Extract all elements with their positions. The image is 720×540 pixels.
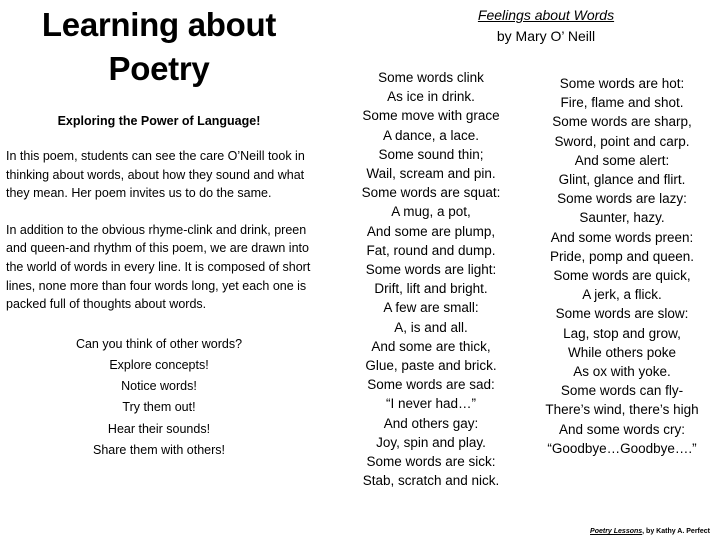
poem-line: Some words are quick, [553,268,691,284]
poem-line: Wail, scream and pin. [366,166,496,182]
poem-line: Pride, pomp and queen. [549,248,695,264]
book-author: , by Kathy A. Perfect [642,528,710,535]
poem-line: Some move with grace [362,108,500,124]
poem-line: Some words are light: [365,262,497,278]
poem-title: Feelings about Words [477,7,615,23]
subtitle: Exploring the Power of Language! [57,114,261,128]
poem-line: Some words can fly- [560,383,684,399]
left-column [6,0,312,461]
poem-line: “Goodbye…Goodbye….” [547,440,697,456]
poem-line: And others gay: [383,415,479,431]
prompt-item: Notice words! [121,379,197,394]
prompt-item: Share them with others! [92,442,225,457]
poem-line: Some words are lazy: [557,191,687,207]
poem-column-1 [346,68,516,490]
poem-line: Some words are hot: [559,76,685,91]
rhyme-paragraph: In addition to the obvious rhyme-clink and drink, preen and queen-and rhythm of this poem, we are drawn into the world of words in every line. It is composed of short lines, none more than four words long, yet each one is packed full of thoughts about words. [6,222,311,312]
book-title: Poetry Lessons [590,528,643,535]
poem-line: Some words are sad: [367,377,495,393]
prompt-item: Hear their sounds! [107,421,211,436]
poem-line: While others poke [567,344,677,360]
poem-line: Glue, paste and brick. [365,358,497,374]
poem-line: Sword, point and carp. [554,133,690,149]
poem-line: Stab, scratch and nick. [362,473,500,489]
poem-line: Saunter, hazy. [579,210,665,226]
poem-line: A few are small: [383,300,479,316]
poem-line: And some words cry: [558,421,686,437]
poem-line: As ice in drink. [387,89,475,105]
poem-line: And some words preen: [550,229,694,245]
poem-header [440,5,652,46]
poem-column-2 [532,74,712,458]
poem-line: Some words are sharp, [552,114,692,130]
poem-line: Some words are sick: [366,454,496,470]
prompt-item: Can you think of other words? [75,336,243,351]
poem-line: And some are thick, [371,338,491,354]
poem-line: As ox with yoke. [573,364,671,380]
poem-line: A mug, a pot, [391,204,471,220]
page-title-line-1: Learning about [41,6,277,43]
poem-line: Joy, spin and play. [376,434,486,450]
poem-line: And some are plump, [366,223,496,239]
poem-line: Glint, glance and flirt. [558,172,686,188]
poem-line: Some words clink [378,70,484,85]
source-credit [590,527,710,536]
poem-line: A jerk, a flick. [582,287,662,303]
poem-line: A dance, a lace. [382,127,480,143]
poem-line: Some sound thin; [378,146,484,162]
poem-line: Some words are squat: [361,185,501,201]
page-title [6,3,312,91]
prompt-item: Try them out! [122,400,196,415]
poem-line: There’s wind, there’s high [545,402,699,418]
poem-line: Fire, flame and shot. [560,95,684,111]
poem-line: Fat, round and dump. [366,242,496,258]
poem-line: A, is and all. [394,319,468,335]
poem-line: Lag, stop and grow, [563,325,681,341]
poem-line: Some words are slow: [555,306,689,322]
intro-paragraph: In this poem, students can see the care O’Neill took in thinking about words, about how they sound and what they mean. Her poem invites us to do the same. [6,149,305,201]
poem-byline: by Mary O’ Neill [496,27,596,44]
prompt-item: Explore concepts! [109,357,209,372]
page-title-line-2: Poetry [108,50,210,87]
poem-line: Drift, lift and bright. [374,281,488,297]
poem-line: And some alert: [574,152,670,168]
poem-line: “I never had…” [385,396,477,412]
prompt-list [6,334,312,461]
